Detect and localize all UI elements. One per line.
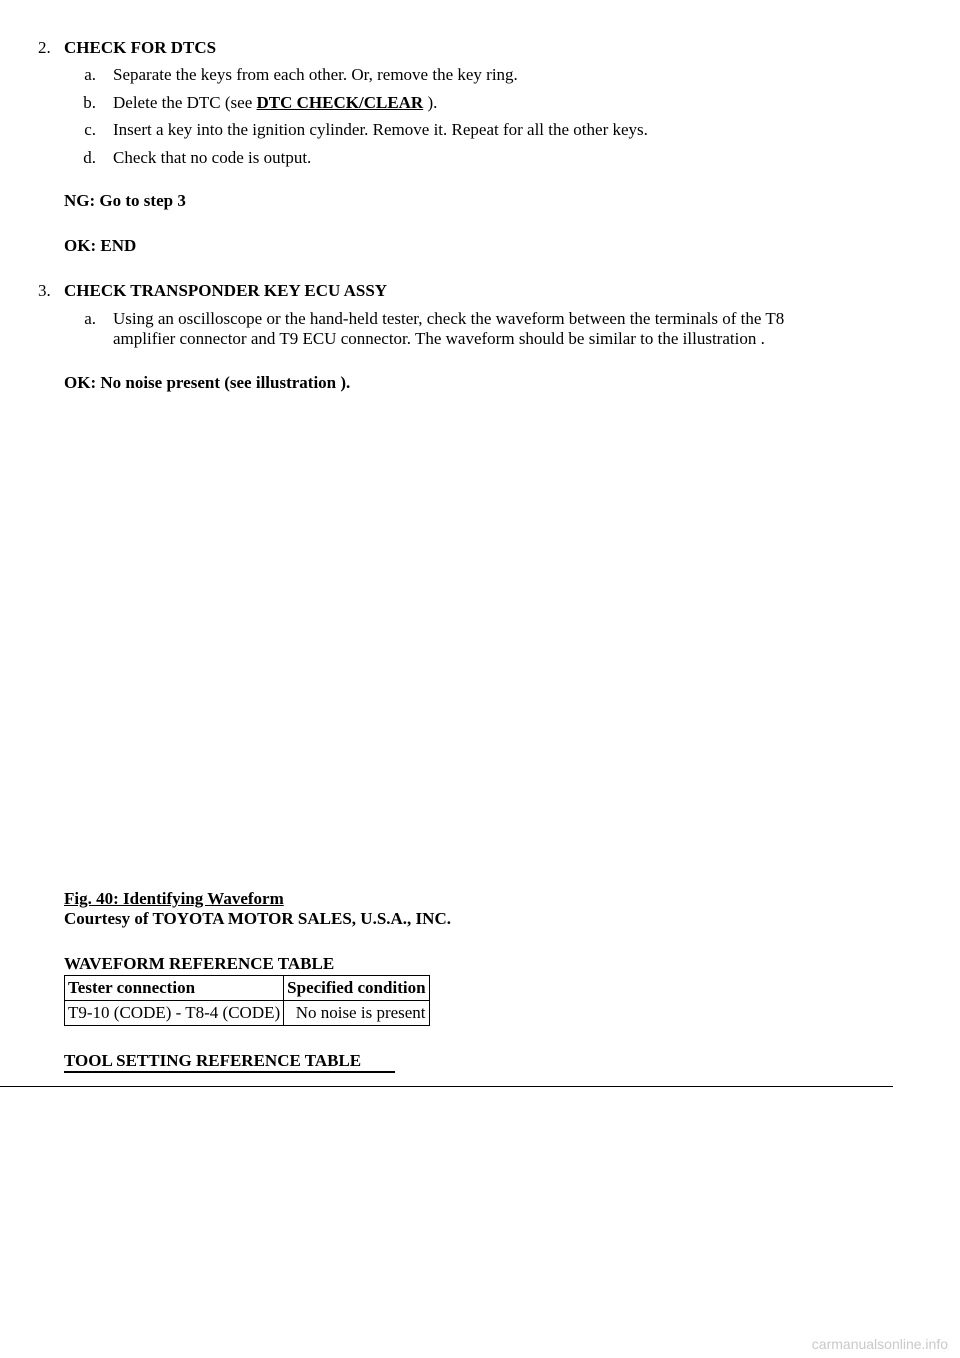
header-specified-condition: Specified condition [284,976,429,1001]
step3-a-letter: a. [84,309,96,328]
step2-title: CHECK FOR DTCS [64,38,217,57]
cell-tester-connection: T9-10 (CODE) - T8-4 (CODE) [65,1001,284,1026]
step3-a-line1: Using an oscilloscope or the hand-held tester, check the waveform between the terminals of the T8 [113,309,785,328]
table-header-row [65,976,430,1001]
step2-number: 2. [38,38,51,57]
step2-ng-result: NG: Go to step 3 [64,191,186,210]
step3-title: CHECK TRANSPONDER KEY ECU ASSY [64,281,388,300]
cell-specified-condition: No noise is present [284,1001,429,1026]
step2-b-line [113,93,437,113]
dtc-check-clear-link[interactable]: DTC CHECK/CLEAR [256,93,424,112]
table-row [65,1001,430,1026]
step2-c-letter: c. [84,120,96,139]
step2-a-letter: a. [84,65,96,84]
waveform-reference-table [64,975,430,1026]
waveform-table-title: WAVEFORM REFERENCE TABLE [64,954,335,973]
header-tester-connection: Tester connection [65,976,284,1001]
step3-ok-result: OK: No noise present (see illustration ). [64,373,351,392]
page-divider [0,1086,893,1087]
step2-d-letter: d. [83,148,96,167]
step2-b-text-before: Delete the DTC (see [113,93,257,112]
footer-watermark: carmanualsonline.info [811,1336,948,1352]
step2-b-letter: b. [83,93,96,112]
step2-d-text: Check that no code is output. [113,148,312,167]
step2-a-text: Separate the keys from each other. Or, remove the key ring. [113,65,518,84]
step3-a-line2: amplifier connector and T9 ECU connector. The waveform should be similar to the illustration . [113,329,765,348]
tool-title-underline [64,1071,395,1073]
figure-courtesy: Courtesy of TOYOTA MOTOR SALES, U.S.A., INC. [64,909,451,928]
step2-b-text-after: ). [423,93,438,112]
tool-table-title: TOOL SETTING REFERENCE TABLE [64,1051,362,1070]
step2-c-text: Insert a key into the ignition cylinder. Remove it. Repeat for all the other keys. [113,120,648,139]
step3-number: 3. [38,281,51,300]
step2-ok-result: OK: END [64,236,137,255]
figure-placeholder [64,400,884,880]
figure-caption: Fig. 40: Identifying Waveform [64,889,284,908]
